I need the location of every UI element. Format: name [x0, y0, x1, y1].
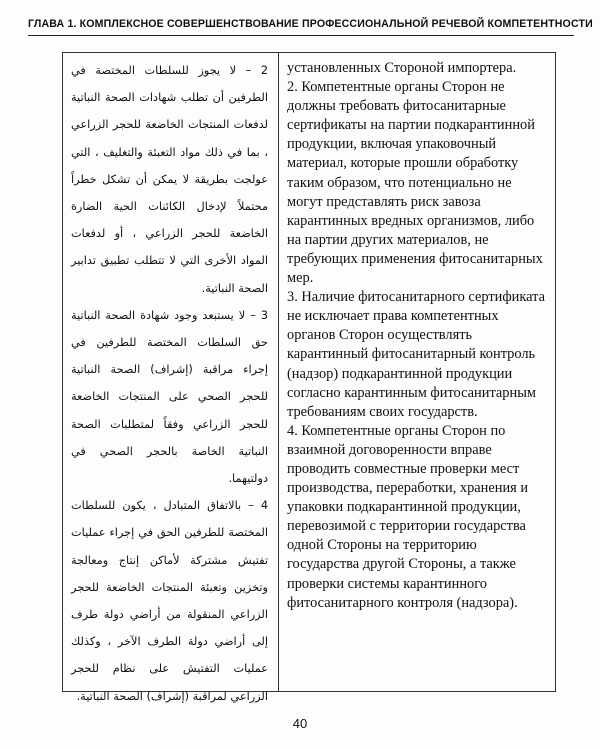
russian-paragraph-4: 4. Компетентные органы Сторон по взаимной договоренности вправе проводить совместные проверки мест производства, переработки, хранения и упаковки подкарантинной продукции, перевозимой с территории государства одной Стороны на территорию государства другой Стороны, а также проверки системы карантинного фитосанитарного контроля (надзора). [287, 422, 529, 611]
header-rule [28, 35, 574, 36]
bilingual-table [62, 52, 556, 703]
russian-paragraph-3: 3. Наличие фитосанитарного сертификата не исключает права компетентных органов Сторон осуществлять карантинный фитосанитарный контроль (надзор) подкарантинной продукции согласно карантинным фитосанитарным требованиям своих государств. [287, 289, 546, 420]
russian-paragraph-continuation: установленных Стороной импортера. [287, 60, 517, 76]
arabic-paragraph-4: 4 – بالاتفاق المتبادل ، يكون للسلطات المختصة للطرفين الحق في إجراء عمليات تفتيش مشتركة لأماكن إنتاج ومعالجة وتخزين وتعبئة المنتجات الخاضعة للحجر الزراعي المنقولة من أراضي دولة طرف إلى أراضي دولة الطرف الآخر ، وكذلك عمليات التفتيش على نظام للحجر الزراعي لمراقبة (إشراف) الصحة النباتية. [71, 499, 268, 703]
page-number: 40 [292, 716, 308, 731]
arabic-paragraph-3: 3 – لا يستبعد وجود شهادة الصحة النباتية حق السلطات المختصة للطرفين في إجراء مراقبة (إشراف) الصحة النباتية للحجر الصحي على المنتجات الخاضعة للحجر الزراعي وفقاً لمتطلبات الصحة النباتية الخاصة بالحجر الصحي في دولتيهما. [71, 308, 268, 486]
russian-paragraph-2: 2. Компетентные органы Сторон не должны требовать фитосанитарные сертификаты на партии подкарантинной продукции, включая упаковочный материал, которые прошли обработку таким образом, что потенциально не могут представлять риск завоза карантинных вредных организмов, либо на партии других материалов, не требующих применения фитосанитарных мер. [287, 79, 543, 287]
arabic-text-column [63, 53, 279, 703]
running-header: ГЛАВА 1. КОМПЛЕКСНОЕ СОВЕРШЕНСТВОВАНИЕ ПРОФЕССИОНАЛЬНОЙ РЕЧЕВОЙ КОМПЕТЕНТНОСТИ [28, 18, 593, 30]
russian-text-column [279, 53, 555, 691]
arabic-paragraph-2: 2 – لا يجوز للسلطات المختصة في الطرفين أن تطلب شهادات الصحة النباتية لدفعات المنتجات الخاضعة للحجر الزراعي ، بما في ذلك مواد التعبئة والتغليف ، التي عولجت بطريقة لا يمكن أن تشكل خطراً محتملاً لإدخال الكائنات الحية الضارة الخاضعة للحجر الزراعي ، أو لدفعات المواد الأخرى التي لا تتطلب تطبيق تدابير الصحة النباتية. [71, 64, 268, 295]
